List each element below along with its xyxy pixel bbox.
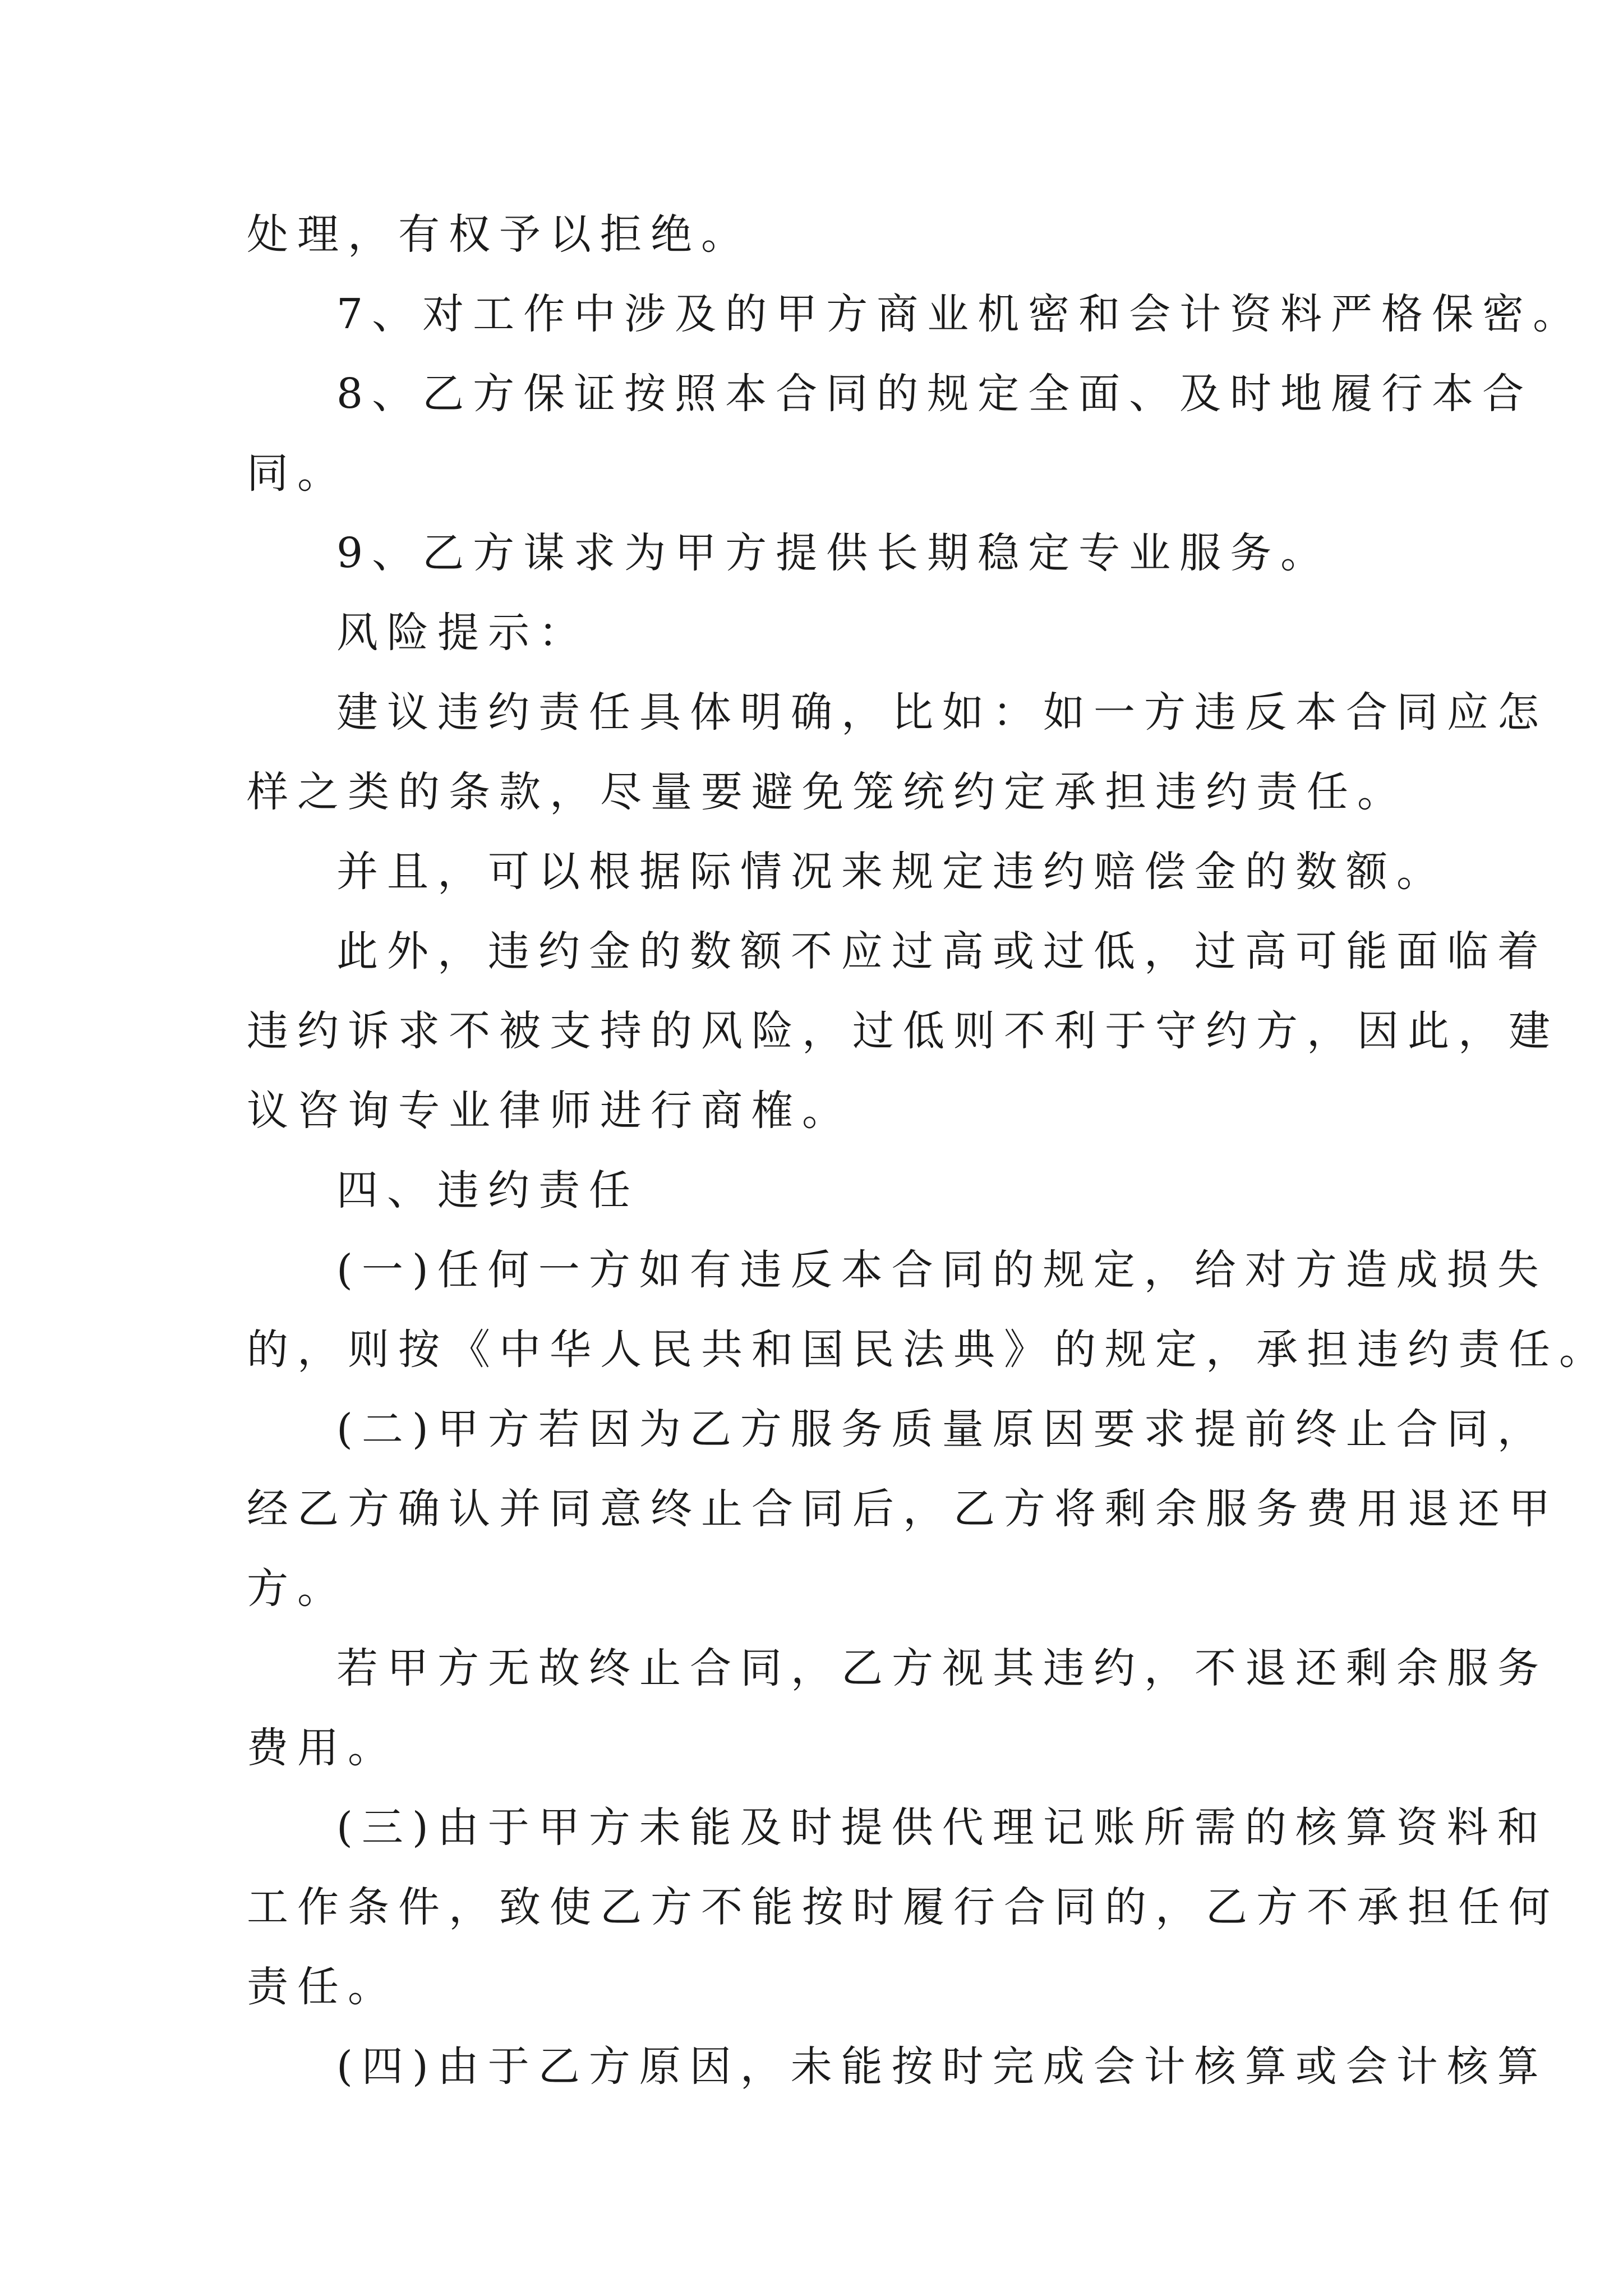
text-line: 工作条件，致使乙方不能按时履行合同的，乙方不承担任何 bbox=[247, 1883, 1559, 1931]
text-line: 风险提示： bbox=[336, 609, 589, 657]
text-line: (四)由于乙方原因，未能按时完成会计核算或会计核算 bbox=[336, 2042, 1548, 2091]
text-line: 7、对工作中涉及的甲方商业机密和会计资料严格保密。 bbox=[336, 290, 1584, 338]
text-line: 经乙方确认并同意终止合同后，乙方将剩余服务费用退还甲 bbox=[247, 1485, 1559, 1533]
text-line: (三)由于甲方未能及时提供代理记账所需的核算资料和 bbox=[336, 1803, 1548, 1852]
text-line: 违约诉求不被支持的风险，过低则不利于守约方，因此，建 bbox=[247, 1007, 1559, 1055]
text-line: 方。 bbox=[247, 1565, 348, 1613]
text-line: 若甲方无故终止合同，乙方视其违约，不退还剩余服务 bbox=[336, 1644, 1548, 1692]
text-line: 的，则按《中华人民共和国民法典》的规定，承担违约责任。 bbox=[247, 1326, 1610, 1374]
text-line: 8、乙方保证按照本合同的规定全面、及时地履行本合 bbox=[336, 370, 1533, 418]
text-line: 费用。 bbox=[247, 1724, 398, 1772]
text-line: 样之类的条款，尽量要避免笼统约定承担违约责任。 bbox=[247, 768, 1408, 816]
text-line: 议咨询专业律师进行商榷。 bbox=[247, 1087, 852, 1135]
text-line: 建议违约责任具体明确，比如：如一方违反本合同应怎 bbox=[336, 688, 1548, 737]
section-heading: 四、违约责任 bbox=[336, 1166, 639, 1214]
text-line: 并且，可以根据际情况来规定违约赔偿金的数额。 bbox=[336, 848, 1447, 896]
text-line: (二)甲方若因为乙方服务质量原因要求提前终止合同， bbox=[336, 1405, 1548, 1453]
text-line: 责任。 bbox=[247, 1963, 398, 2011]
text-line: 9、乙方谋求为甲方提供长期稳定专业服务。 bbox=[336, 529, 1331, 577]
text-line: 处理，有权予以拒绝。 bbox=[247, 210, 751, 259]
text-line: 同。 bbox=[247, 449, 348, 498]
text-line: (一)任何一方如有违反本合同的规定，给对方造成损失 bbox=[336, 1246, 1548, 1294]
text-line: 此外，违约金的数额不应过高或过低，过高可能面临着 bbox=[336, 927, 1548, 976]
